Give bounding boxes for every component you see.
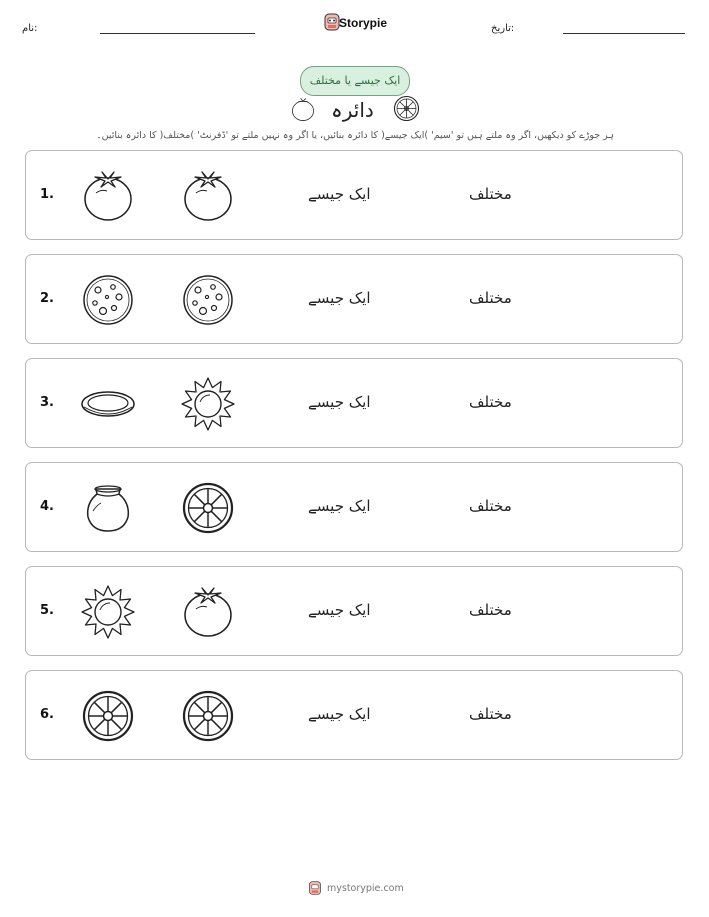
sun-icon — [81, 585, 135, 639]
row-number: 2. — [40, 291, 54, 306]
topic-pill: ایک جیسے یا مختلف — [300, 66, 410, 96]
same-option[interactable]: ایک جیسے — [308, 289, 371, 307]
exercise-row — [25, 462, 683, 552]
brand-name: Storypie — [339, 16, 388, 30]
date-label: تاریخ: — [491, 23, 515, 34]
page-title: دائرہ — [331, 98, 374, 122]
exercise-row — [25, 150, 683, 240]
exercise-row — [25, 566, 683, 656]
wheel-icon — [393, 95, 420, 122]
different-option[interactable]: مختلف — [469, 185, 512, 203]
row-number: 3. — [40, 395, 54, 410]
name-label: نام: — [22, 23, 38, 34]
storypie-mascot-icon — [307, 880, 323, 896]
footer-url[interactable]: mystorypie.com — [327, 883, 404, 894]
tomato-icon — [181, 585, 235, 639]
exercise-row — [25, 358, 683, 448]
name-field[interactable] — [100, 33, 255, 34]
different-option[interactable]: مختلف — [469, 289, 512, 307]
exercise-row — [25, 254, 683, 344]
different-option[interactable]: مختلف — [469, 601, 512, 619]
same-option[interactable]: ایک جیسے — [308, 185, 371, 203]
date-field[interactable] — [563, 33, 685, 34]
wheel-icon — [181, 481, 235, 535]
same-option[interactable]: ایک جیسے — [308, 497, 371, 515]
different-option[interactable]: مختلف — [469, 705, 512, 723]
tomato-icon — [290, 96, 316, 122]
row-number: 6. — [40, 707, 54, 722]
pot-icon — [81, 481, 135, 535]
same-option[interactable]: ایک جیسے — [308, 393, 371, 411]
row-number: 1. — [40, 187, 54, 202]
same-option[interactable]: ایک جیسے — [308, 601, 371, 619]
same-option[interactable]: ایک جیسے — [308, 705, 371, 723]
exercise-row — [25, 670, 683, 760]
instructions: ہر جوڑے کو دیکھیں، اگر وہ ملتے ہیں تو 'سیم' )ایک جیسے( کا دائرہ بنائیں، یا اگر وہ نہیں ملتے تو 'ڈفرنٹ' )مختلف( کا دائرہ بنائیں۔ — [96, 130, 614, 141]
sun-icon — [181, 377, 235, 431]
tomato-icon — [181, 169, 235, 223]
row-number: 4. — [40, 499, 54, 514]
row-number: 5. — [40, 603, 54, 618]
cookie-icon — [81, 273, 135, 327]
plate-icon — [81, 377, 135, 431]
different-option[interactable]: مختلف — [469, 393, 512, 411]
different-option[interactable]: مختلف — [469, 497, 512, 515]
wheel-icon — [81, 689, 135, 743]
wheel-icon — [181, 689, 235, 743]
cookie-icon — [181, 273, 235, 327]
tomato-icon — [81, 169, 135, 223]
